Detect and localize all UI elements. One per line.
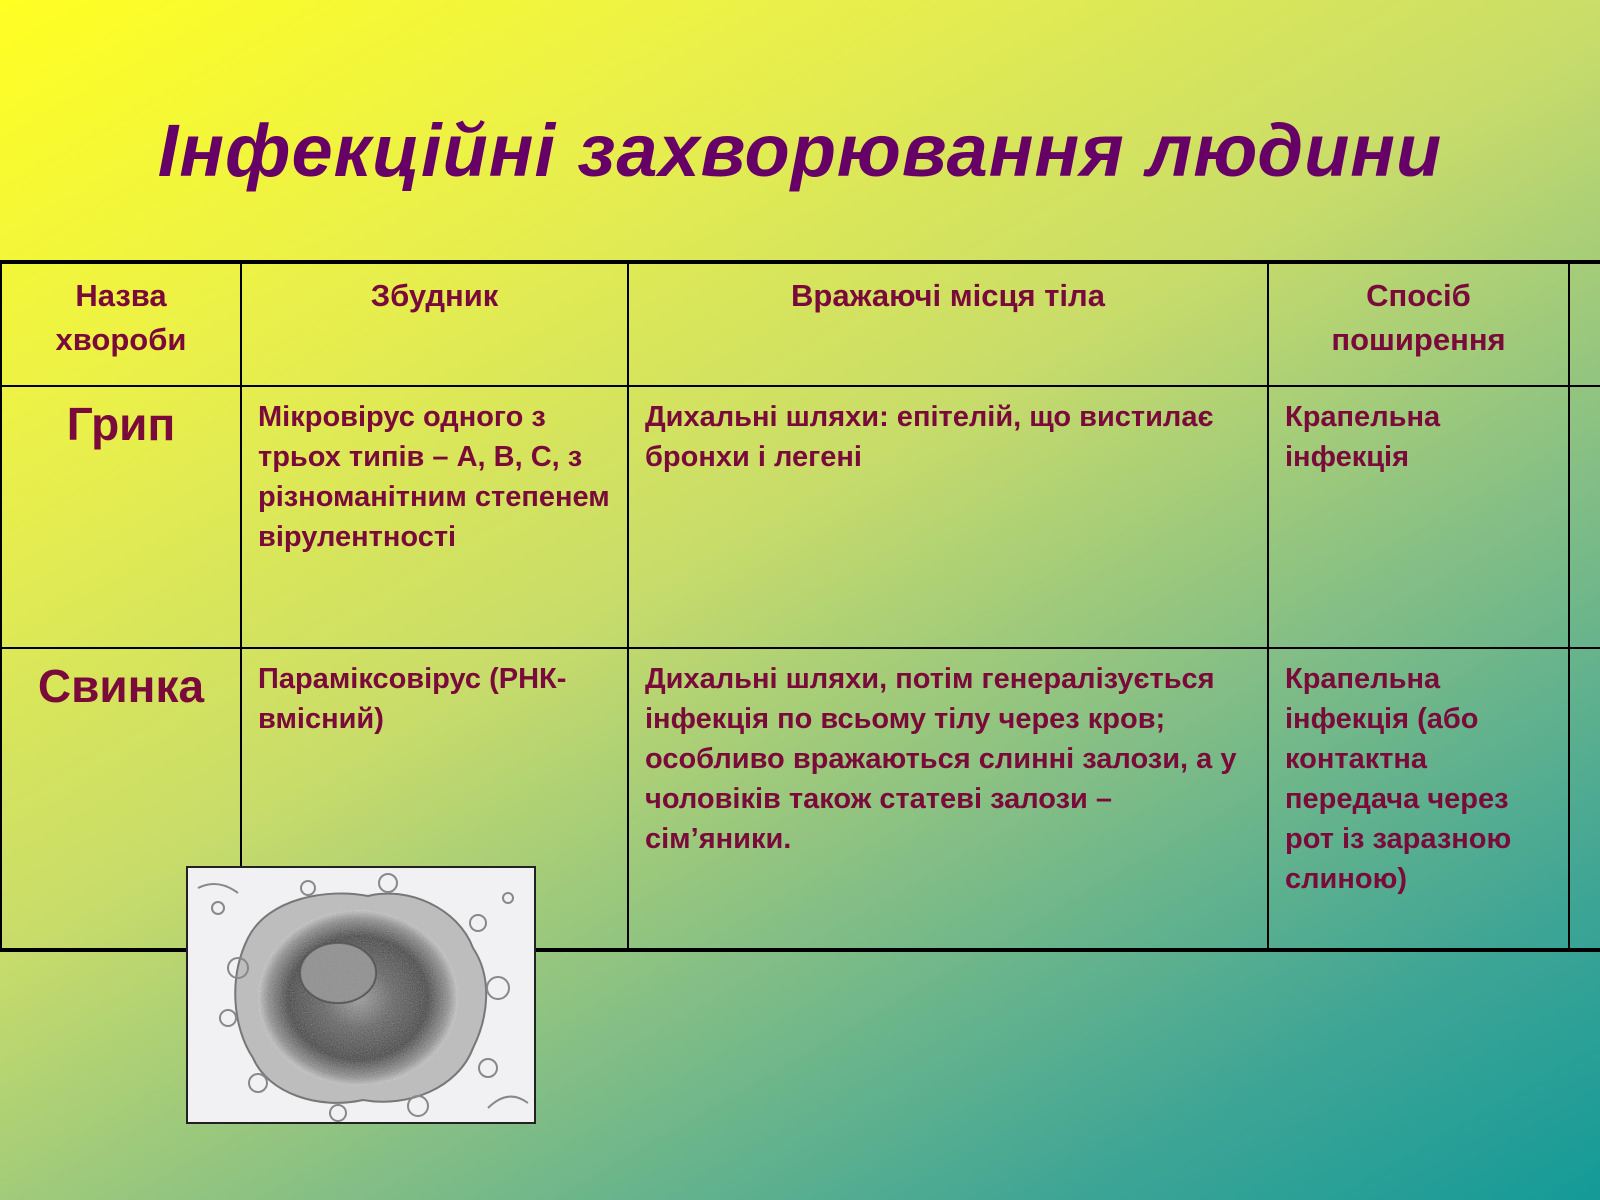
header-spread: Спосіб поширення — [1268, 262, 1569, 386]
header-body-sites: Вражаючі місця тіла — [628, 262, 1268, 386]
header-agent: Збудник — [241, 262, 628, 386]
extra-cell — [1569, 386, 1600, 648]
header-extra — [1569, 262, 1600, 386]
disease-table — [0, 260, 1600, 952]
agent-cell: Мікровірус одного з трьох типів – А, В, С, з різноманітним степенем вірулентності — [241, 386, 628, 648]
table-row — [1, 386, 1600, 648]
spread-cell: Крапельна інфекція (або контактна передача через рот із заразною слиною) — [1268, 648, 1569, 950]
disease-name: Грип — [1, 386, 241, 648]
slide-title: Інфекційні захворювання людини — [157, 109, 1443, 192]
virus-micrograph-icon — [186, 866, 536, 1124]
spread-cell: Крапельна інфекція — [1268, 386, 1569, 648]
extra-cell — [1569, 648, 1600, 950]
sites-cell: Дихальні шляхи, потім генералізується інфекція по всьому тілу через кров; особливо вражаються слинні залози, а у чоловіків також статеві залози – сім’яники. — [628, 648, 1268, 950]
disease-name: Свинка — [1, 648, 241, 950]
header-disease-name: Назва хвороби — [1, 262, 241, 386]
agent-cell: Параміксовірус (РНК-вмісний) — [241, 648, 628, 950]
table-header-row — [1, 262, 1600, 386]
sites-cell: Дихальні шляхи: епітелій, що вистилає бронхи і легені — [628, 386, 1268, 648]
